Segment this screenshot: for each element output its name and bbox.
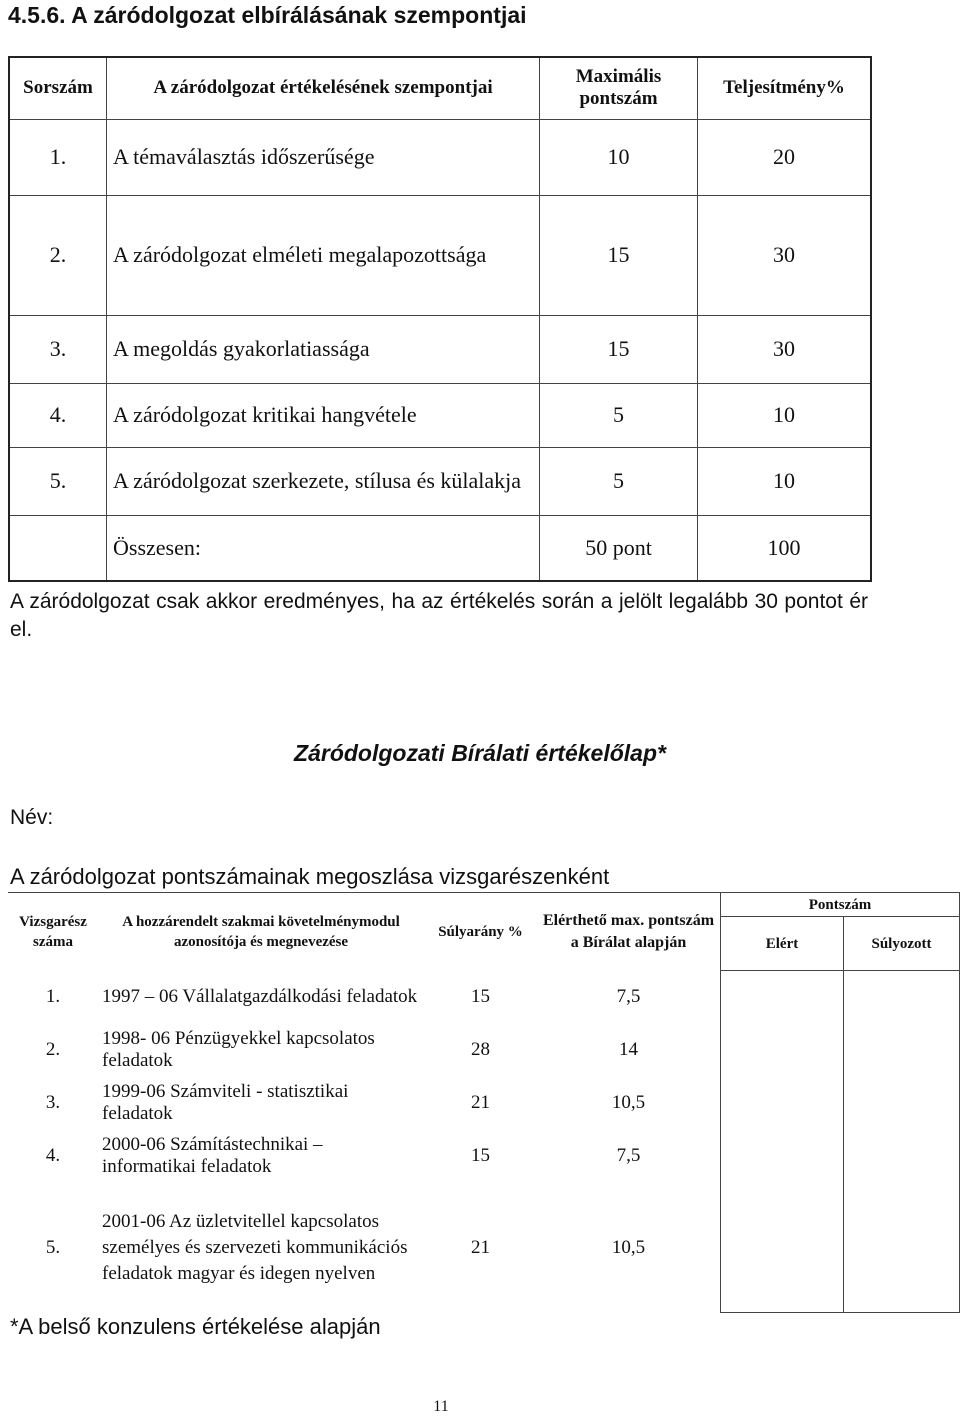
score-row (8, 1077, 960, 1130)
score-row-weighted (844, 1077, 960, 1130)
score-row-max: 14 (619, 1039, 638, 1060)
score-row-module: 2001-06 Az üzletvitellel kapcsolatos személyes és szervezeti kommunikációs feladatok magyar és idegen nyelven (102, 1210, 408, 1284)
header-max: Elérthető max. pontszám a Bírálat alapján (537, 893, 721, 971)
row-max-points: 5 (540, 447, 698, 515)
row-performance: 10 (698, 447, 872, 515)
score-row-module: 1997 – 06 Vállalatgazdálkodási feladatok (102, 986, 418, 1007)
score-row-achieved (721, 1077, 844, 1130)
score-row-number: 5. (45, 1236, 61, 1258)
distribution-title: A záródolgozat pontszámainak megoszlása vizsgarészenként (10, 864, 610, 889)
row-number: 5. (9, 447, 107, 515)
score-row-weighted (844, 1183, 960, 1313)
header-weighted: Súlyozott (844, 917, 960, 971)
header-weight: Súlyarány % (424, 893, 537, 971)
total-label: Összesen: (107, 515, 540, 581)
score-row (8, 1024, 960, 1077)
criteria-row (9, 195, 871, 315)
score-row-weight: 21 (471, 1092, 490, 1113)
row-performance: 30 (698, 315, 872, 383)
score-row-weight: 15 (471, 1145, 490, 1166)
criteria-row (9, 383, 871, 447)
score-row-weighted (844, 971, 960, 1024)
header-achieved: Elért (721, 917, 844, 971)
score-row-weight: 21 (471, 1236, 490, 1258)
score-row-max: 10,5 (611, 1092, 646, 1113)
score-row-achieved (721, 971, 844, 1024)
score-row-module: 2000-06 Számítástechnikai – informatikai feladatok (102, 1134, 323, 1177)
score-row (8, 971, 960, 1024)
header-max-line1: Maximális (575, 66, 662, 88)
row-criterion: A záródolgozat kritikai hangvétele (107, 383, 540, 447)
row-performance: 30 (698, 195, 872, 315)
score-row-achieved (721, 1130, 844, 1183)
row-criterion: A megoldás gyakorlatiassága (107, 315, 540, 383)
header-max-points (540, 57, 698, 119)
name-label: Név: (10, 806, 54, 829)
score-row-number: 1. (45, 986, 61, 1007)
score-row-module: 1998- 06 Pénzügyekkel kapcsolatos feladatok (102, 1028, 375, 1071)
score-row-module: 1999-06 Számviteli - statisztikai feladatok (102, 1081, 349, 1124)
footnote: *A belső konzulens értékelése alapján (10, 1314, 381, 1339)
total-performance: 100 (698, 515, 872, 581)
criteria-header-row (9, 57, 871, 119)
header-max-line2: pontszám (579, 88, 658, 110)
row-max-points: 15 (540, 315, 698, 383)
row-criterion: A záródolgozat szerkezete, stílusa és külalakja (107, 447, 540, 515)
criteria-total-row (9, 515, 871, 581)
score-row-number: 3. (45, 1092, 61, 1113)
row-max-points: 15 (540, 195, 698, 315)
criteria-table (8, 56, 872, 582)
header-performance: Teljesítmény% (698, 57, 872, 119)
header-exam-part: Vizsgarész száma (8, 893, 98, 971)
score-row (8, 1183, 960, 1313)
row-max-points: 5 (540, 383, 698, 447)
criteria-row (9, 119, 871, 195)
score-row-max: 10,5 (611, 1236, 646, 1258)
score-row-number: 4. (45, 1145, 61, 1166)
score-row-max: 7,5 (616, 1145, 641, 1166)
score-row-achieved (721, 1183, 844, 1313)
header-module: A hozzárendelt szakmai követelménymodul azonosítója és megnevezése (98, 893, 424, 971)
score-row-achieved (721, 1024, 844, 1077)
pass-requirement-note: A záródolgozat csak akkor eredményes, ha az értékelés során a jelölt legalább 30 pontot ér el. (10, 590, 868, 641)
score-row-max: 7,5 (616, 986, 641, 1007)
row-criterion: A záródolgozat elméleti megalapozottsága (107, 195, 540, 315)
form-title: Záródolgozati Bírálati értékelőlap* (294, 740, 666, 766)
score-row-weighted (844, 1130, 960, 1183)
score-row (8, 1130, 960, 1183)
header-criterion: A záródolgozat értékelésének szempontjai (107, 57, 540, 119)
total-max-points: 50 pont (540, 515, 698, 581)
row-max-points: 10 (540, 119, 698, 195)
page-number: 11 (433, 1398, 449, 1415)
row-performance: 20 (698, 119, 872, 195)
row-criterion: A témaválasztás időszerűsége (107, 119, 540, 195)
score-row-weight: 15 (471, 986, 490, 1007)
total-empty-cell (9, 515, 107, 581)
section-heading: 4.5.6. A záródolgozat elbírálásának szempontjai (8, 2, 527, 28)
score-table (8, 892, 960, 1313)
criteria-row (9, 315, 871, 383)
row-number: 3. (9, 315, 107, 383)
header-score: Pontszám (721, 893, 960, 917)
row-number: 2. (9, 195, 107, 315)
score-row-weight: 28 (471, 1039, 490, 1060)
row-number: 4. (9, 383, 107, 447)
criteria-row (9, 447, 871, 515)
score-row-number: 2. (45, 1039, 61, 1060)
score-row-weighted (844, 1024, 960, 1077)
score-header-row-1 (8, 893, 960, 917)
header-number: Sorszám (9, 57, 107, 119)
row-performance: 10 (698, 383, 872, 447)
row-number: 1. (9, 119, 107, 195)
